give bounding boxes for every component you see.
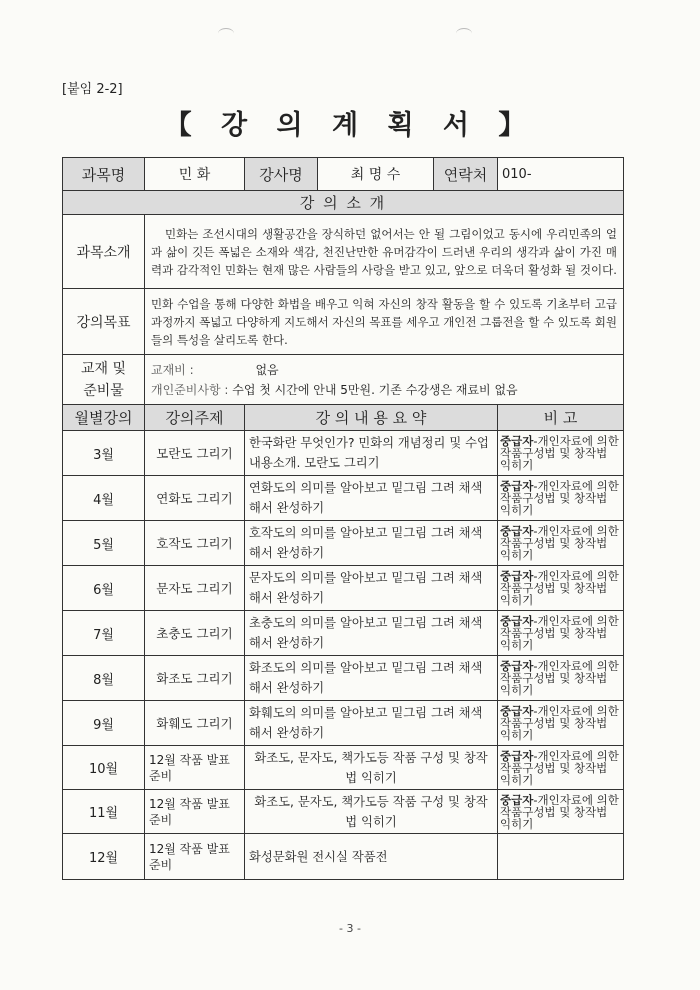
punch-hole-mark — [456, 28, 472, 39]
schedule-month: 3월 — [63, 431, 145, 476]
note-text: -개인자료에 의한 작품구성법 및 창작법 익히기 — [500, 748, 619, 787]
intro-section-title: 강 의 소 개 — [63, 191, 624, 215]
materials-label-line2: 준비물 — [83, 382, 124, 399]
schedule-topic: 문자도 그리기 — [145, 566, 245, 611]
schedule-month: 9월 — [63, 701, 145, 746]
note-level: 중급자 — [500, 792, 534, 807]
note-text: -개인자료에 의한 작품구성법 및 창작법 익히기 — [500, 614, 619, 652]
note-level: 중급자 — [500, 748, 534, 763]
schedule-note — [498, 476, 624, 521]
note-level: 중급자 — [500, 434, 534, 448]
materials-label-line1: 교재 및 — [80, 360, 127, 377]
schedule-content: 초충도의 의미를 알아보고 밑그림 그려 채색해서 완성하기 — [245, 611, 498, 656]
schedule-month: 7월 — [63, 611, 145, 656]
schedule-note — [498, 611, 624, 656]
schedule-content: 화훼도의 의미를 알아보고 밑그림 그려 채색해서 완성하기 — [245, 701, 498, 746]
contact-value: 010- — [498, 158, 624, 191]
contact-label: 연락처 — [434, 158, 498, 191]
schedule-month: 12월 — [63, 834, 145, 880]
schedule-topic: 연화도 그리기 — [145, 476, 245, 521]
schedule-topic: 12월 작품 발표준비 — [145, 746, 245, 790]
page-title: 【 강 의 계 획 서 】 — [164, 110, 536, 141]
schedule-content: 연화도의 의미를 알아보고 밑그림 그려 채색해서 완성하기 — [245, 476, 498, 521]
schedule-content: 문자도의 의미를 알아보고 밑그림 그려 채색해서 완성하기 — [245, 566, 498, 611]
schedule-month: 8월 — [63, 656, 145, 701]
note-text: -개인자료에 의한 작품구성법 및 창작법 익히기 — [500, 569, 619, 607]
schedule-topic: 화조도 그리기 — [145, 656, 245, 701]
schedule-month: 10월 — [63, 746, 145, 790]
note-level: 중급자 — [500, 479, 534, 493]
schedule-note — [498, 566, 624, 611]
schedule-month: 6월 — [63, 566, 145, 611]
goal-label: 강의목표 — [63, 289, 145, 355]
schedule-content: 화조도, 문자도, 책가도등 작품 구성 및 창작법 익히기 — [245, 746, 498, 790]
schedule-note — [498, 656, 624, 701]
schedule-note — [498, 521, 624, 566]
prep-label: 개인준비사항 : — [151, 382, 229, 397]
schedule-note — [498, 746, 624, 790]
note-text: -개인자료에 의한 작품구성법 및 창작법 익히기 — [500, 792, 619, 831]
schedule-content: 화성문화원 전시실 작품전 — [245, 834, 498, 880]
note-text: -개인자료에 의한 작품구성법 및 창작법 익히기 — [500, 479, 619, 517]
attachment-label: [붙임 2-2] — [62, 82, 123, 97]
schedule-note — [498, 431, 624, 476]
prep-value: 수업 첫 시간에 안내 5만원. 기존 수강생은 재료비 없음 — [232, 382, 518, 397]
schedule-content: 한국화란 무엇인가? 민화의 개념정리 및 수업내용소개. 모란도 그리기 — [245, 431, 498, 476]
note-level: 중급자 — [500, 704, 534, 718]
lecture-plan-table — [62, 157, 624, 880]
header-content: 강 의 내 용 요 약 — [245, 405, 498, 431]
schedule-note — [498, 834, 624, 880]
note-text: -개인자료에 의한 작품구성법 및 창작법 익히기 — [500, 434, 619, 472]
schedule-topic: 초충도 그리기 — [145, 611, 245, 656]
schedule-topic: 12월 작품 발표준비 — [145, 790, 245, 834]
punch-hole-mark — [218, 28, 234, 39]
materials-label — [63, 355, 145, 405]
schedule-topic: 모란도 그리기 — [145, 431, 245, 476]
schedule-note — [498, 790, 624, 834]
summary-label: 과목소개 — [63, 215, 145, 289]
course-name-label: 과목명 — [63, 158, 145, 191]
schedule-topic: 호작도 그리기 — [145, 521, 245, 566]
schedule-note — [498, 701, 624, 746]
course-name: 민 화 — [145, 158, 245, 191]
header-month: 월별강의 — [63, 405, 145, 431]
schedule-content: 화조도의 의미를 알아보고 밑그림 그려 채색해서 완성하기 — [245, 656, 498, 701]
materials-info — [145, 355, 624, 405]
note-text: -개인자료에 의한 작품구성법 및 창작법 익히기 — [500, 524, 619, 562]
schedule-month: 4월 — [63, 476, 145, 521]
instructor-name: 최 명 수 — [318, 158, 434, 191]
header-note: 비 고 — [498, 405, 624, 431]
note-text: -개인자료에 의한작품구성법 및 창작법 익히기 — [500, 704, 619, 742]
header-topic: 강의주제 — [145, 405, 245, 431]
instructor-label: 강사명 — [245, 158, 318, 191]
fee-value: 없음 — [255, 362, 279, 377]
note-level: 중급자 — [500, 659, 534, 673]
schedule-topic: 12월 작품 발표준비 — [145, 834, 245, 880]
schedule-month: 11월 — [63, 790, 145, 834]
schedule-month: 5월 — [63, 521, 145, 566]
schedule-content: 화조도, 문자도, 책가도등 작품 구성 및 창작법 익히기 — [245, 790, 498, 834]
fee-label: 교재비 : — [151, 362, 194, 377]
course-summary: 민화는 조선시대의 생활공간을 장식하던 없어서는 안 될 그림이었고 동시에 우리민족의 얼과 삶이 깃든 폭넓은 소재와 색감, 천진난만한 유머감각이 드러낸 우리의 생각과 삶이 가진 매력과 감각적인 민화는 현재 많은 사람들의 사랑을 받고 있고, 앞으로 더욱더 활성화 될 것이다. — [145, 215, 624, 289]
schedule-topic: 화훼도 그리기 — [145, 701, 245, 746]
note-level: 중급자 — [500, 524, 534, 538]
note-level: 중급자 — [500, 569, 534, 583]
note-text: -개인자료에 의한 작품구성법 및 창작법 익히기 — [500, 659, 619, 697]
page-number: - 3 - — [339, 922, 361, 935]
schedule-content: 호작도의 의미를 알아보고 밑그림 그려 채색해서 완성하기 — [245, 521, 498, 566]
course-goal: 민화 수업을 통해 다양한 화법을 배우고 익혀 자신의 창작 활동을 할 수 있도록 기초부터 고급과정까지 폭넓고 다양하게 지도해서 자신의 목표를 세우고 개인전 그룹전을 할 수 있도록 회원들의 특성을 살리도록 한다. — [145, 289, 624, 355]
note-level: 중급자 — [500, 614, 534, 628]
